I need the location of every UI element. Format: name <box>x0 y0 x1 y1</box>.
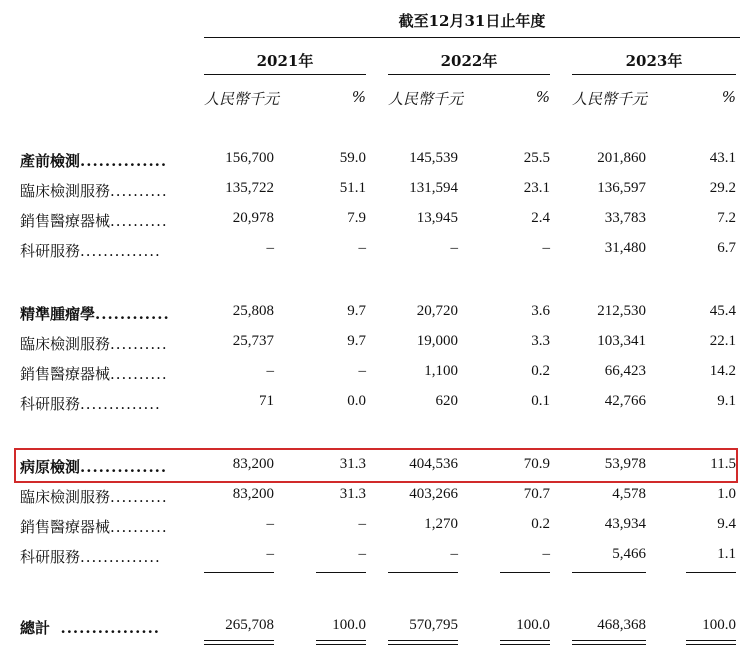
cell-2023-amount: 5,466 <box>612 546 646 562</box>
row-label: 銷售醫療器械 <box>20 212 111 230</box>
total-2023-amount: 468,368 <box>597 617 646 633</box>
cell-2021-pct: 9.7 <box>347 303 366 319</box>
double-rule <box>686 644 736 645</box>
cell-2023-pct: 22.1 <box>709 333 736 349</box>
subtotal-rule <box>316 572 366 573</box>
double-rule <box>316 644 366 645</box>
leader-dots: .......... <box>110 518 168 536</box>
leader-dots: .......... <box>110 182 168 200</box>
cell-2022-pct: 0.2 <box>531 516 550 532</box>
cell-2021-pct: 7.9 <box>347 210 366 226</box>
cell-2021-amount: 71 <box>259 393 274 409</box>
leader-dots: ............ <box>95 305 170 323</box>
cell-2021-pct: – <box>358 363 366 379</box>
period-header: 截至12月31日止年度 <box>398 12 546 30</box>
year-rule-2023 <box>572 74 736 75</box>
cell-2022-amount: – <box>450 240 458 256</box>
cell-2022-pct: 23.1 <box>523 180 550 196</box>
cell-2022-pct: 70.9 <box>523 456 550 472</box>
leader-dots: .......... <box>110 212 168 230</box>
leader-dots: .............. <box>80 458 168 476</box>
double-rule <box>388 644 458 645</box>
cell-2021-amount: – <box>266 546 274 562</box>
subtotal-rule <box>686 572 736 573</box>
row-label: 病原檢測 <box>20 458 81 476</box>
leader-dots: .......... <box>110 365 168 383</box>
cell-2021-amount: – <box>266 363 274 379</box>
row-label: 科研服務 <box>20 548 81 566</box>
cell-2021-amount: 83,200 <box>232 486 274 502</box>
cell-2023-pct: 6.7 <box>717 240 736 256</box>
leader-dots: .............. <box>80 548 161 566</box>
cell-2023-amount: 43,934 <box>604 516 646 532</box>
cell-2023-amount: 212,530 <box>597 303 646 319</box>
double-rule <box>500 644 550 645</box>
cell-2023-amount: 201,860 <box>597 150 646 166</box>
year-header-2021: 2021年 <box>256 52 314 70</box>
subtotal-rule <box>500 572 550 573</box>
cell-2022-amount: 19,000 <box>416 333 458 349</box>
unit-pct-2023: % <box>721 88 736 106</box>
unit-amount-2021: 人民幣千元 <box>204 90 280 108</box>
cell-2021-pct: – <box>358 516 366 532</box>
cell-2021-pct: – <box>358 240 366 256</box>
cell-2021-amount: 156,700 <box>225 150 274 166</box>
period-header-rule <box>204 37 740 38</box>
cell-2023-amount: 66,423 <box>604 363 646 379</box>
cell-2021-pct: 59.0 <box>339 150 366 166</box>
cell-2021-amount: – <box>266 516 274 532</box>
cell-2023-pct: 1.1 <box>717 546 736 562</box>
year-rule-2021 <box>204 74 366 75</box>
double-rule <box>686 640 736 641</box>
cell-2022-amount: – <box>450 546 458 562</box>
cell-2021-pct: – <box>358 546 366 562</box>
total-label: 總計 <box>20 619 51 637</box>
cell-2023-pct: 29.2 <box>709 180 736 196</box>
leader-dots: .......... <box>110 488 168 506</box>
unit-amount-2022: 人民幣千元 <box>388 90 464 108</box>
year-header-2023: 2023年 <box>625 52 683 70</box>
cell-2022-amount: 403,266 <box>409 486 458 502</box>
cell-2023-pct: 14.2 <box>709 363 736 379</box>
cell-2023-pct: 11.5 <box>710 456 736 472</box>
cell-2021-pct: 0.0 <box>347 393 366 409</box>
total-2021-amount: 265,708 <box>225 617 274 633</box>
year-rule-2022 <box>388 74 550 75</box>
cell-2022-amount: 620 <box>435 393 458 409</box>
cell-2022-amount: 1,100 <box>424 363 458 379</box>
cell-2023-amount: 31,480 <box>604 240 646 256</box>
row-label: 精準腫瘤學 <box>20 305 96 323</box>
cell-2022-pct: – <box>542 546 550 562</box>
cell-2023-amount: 53,978 <box>604 456 646 472</box>
cell-2021-amount: 25,737 <box>232 333 274 349</box>
cell-2023-pct: 7.2 <box>717 210 736 226</box>
leader-dots: .............. <box>80 152 168 170</box>
cell-2022-pct: 25.5 <box>523 150 550 166</box>
year-header-2022: 2022年 <box>440 52 498 70</box>
cell-2021-amount: 135,722 <box>225 180 274 196</box>
cell-2022-amount: 20,720 <box>416 303 458 319</box>
row-label: 產前檢測 <box>20 152 81 170</box>
cell-2023-pct: 9.1 <box>717 393 736 409</box>
cell-2023-pct: 45.4 <box>709 303 736 319</box>
cell-2022-pct: 0.1 <box>531 393 550 409</box>
unit-amount-2023: 人民幣千元 <box>572 90 648 108</box>
cell-2022-pct: 0.2 <box>531 363 550 379</box>
double-rule <box>572 640 646 641</box>
leader-dots: .......... <box>110 335 168 353</box>
cell-2022-pct: 3.6 <box>531 303 550 319</box>
row-label: 銷售醫療器械 <box>20 365 111 383</box>
row-label: 臨床檢測服務 <box>20 182 111 200</box>
cell-2023-pct: 9.4 <box>717 516 736 532</box>
unit-pct-2022: % <box>535 88 550 106</box>
cell-2023-amount: 33,783 <box>604 210 646 226</box>
unit-pct-2021: % <box>351 88 366 106</box>
cell-2022-pct: 3.3 <box>531 333 550 349</box>
cell-2021-amount: 20,978 <box>232 210 274 226</box>
row-label: 銷售醫療器械 <box>20 518 111 536</box>
subtotal-rule <box>388 572 458 573</box>
double-rule <box>204 644 274 645</box>
total-2021-pct: 100.0 <box>332 617 366 633</box>
cell-2023-amount: 42,766 <box>604 393 646 409</box>
double-rule <box>572 644 646 645</box>
total-2022-pct: 100.0 <box>516 617 550 633</box>
cell-2021-pct: 31.3 <box>339 456 366 472</box>
row-label: 臨床檢測服務 <box>20 488 111 506</box>
subtotal-rule <box>572 572 646 573</box>
cell-2022-amount: 145,539 <box>409 150 458 166</box>
total-2022-amount: 570,795 <box>409 617 458 633</box>
cell-2021-pct: 51.1 <box>339 180 366 196</box>
double-rule <box>388 640 458 641</box>
cell-2021-amount: – <box>266 240 274 256</box>
cell-2023-pct: 1.0 <box>717 486 736 502</box>
cell-2021-pct: 31.3 <box>339 486 366 502</box>
row-label: 臨床檢測服務 <box>20 335 111 353</box>
leader-dots: .............. <box>80 242 161 260</box>
row-label: 科研服務 <box>20 242 81 260</box>
double-rule <box>500 640 550 641</box>
cell-2021-amount: 83,200 <box>232 456 274 472</box>
cell-2021-amount: 25,808 <box>232 303 274 319</box>
cell-2023-amount: 103,341 <box>597 333 646 349</box>
cell-2022-amount: 13,945 <box>416 210 458 226</box>
cell-2021-pct: 9.7 <box>347 333 366 349</box>
cell-2023-pct: 43.1 <box>709 150 736 166</box>
cell-2022-pct: – <box>542 240 550 256</box>
cell-2022-pct: 2.4 <box>531 210 550 226</box>
cell-2022-pct: 70.7 <box>523 486 550 502</box>
cell-2022-amount: 131,594 <box>409 180 458 196</box>
double-rule <box>316 640 366 641</box>
double-rule <box>204 640 274 641</box>
cell-2023-amount: 4,578 <box>612 486 646 502</box>
leader-dots: ................ <box>60 619 161 637</box>
leader-dots: .............. <box>80 395 161 413</box>
subtotal-rule <box>204 572 274 573</box>
cell-2022-amount: 1,270 <box>424 516 458 532</box>
cell-2023-amount: 136,597 <box>597 180 646 196</box>
cell-2022-amount: 404,536 <box>409 456 458 472</box>
total-2023-pct: 100.0 <box>702 617 736 633</box>
row-label: 科研服務 <box>20 395 81 413</box>
